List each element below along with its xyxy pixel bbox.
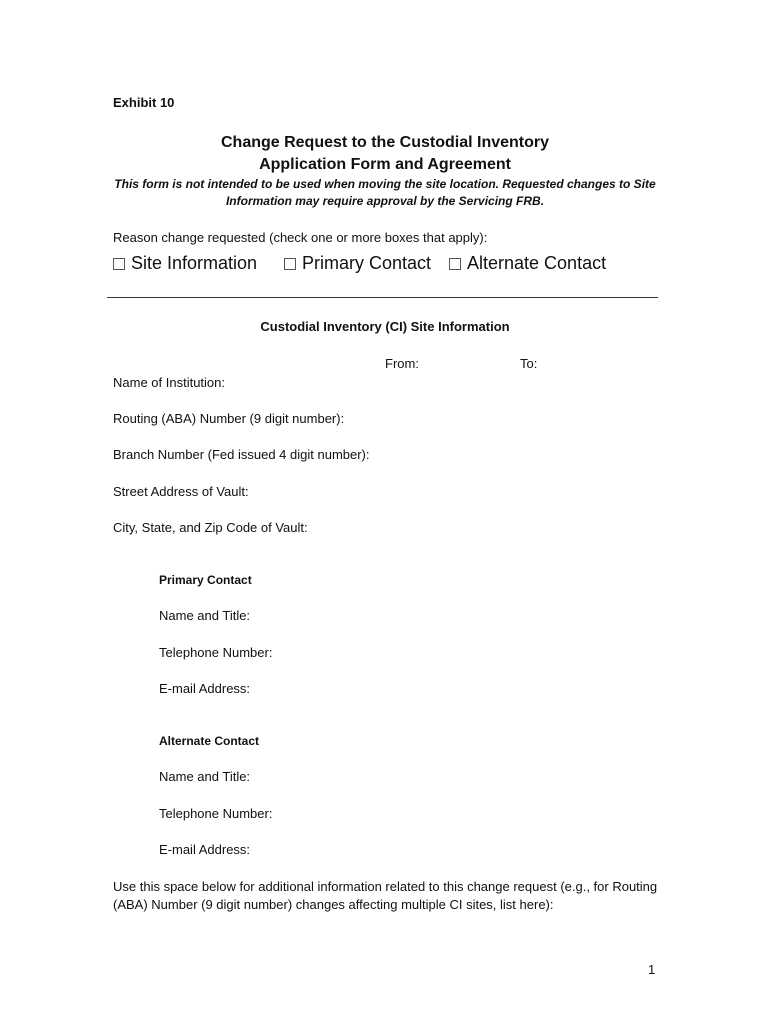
alternate-name-title: Name and Title: xyxy=(159,769,251,784)
primary-contact-heading: Primary Contact xyxy=(159,573,252,587)
column-to-header: To: xyxy=(520,356,538,371)
title-line-1: Change Request to the Custodial Inventory xyxy=(220,134,550,151)
alternate-telephone: Telephone Number: xyxy=(159,806,273,821)
checkbox-box[interactable] xyxy=(284,258,296,270)
checkbox-label: Alternate Contact xyxy=(467,253,607,273)
column-from-header: From: xyxy=(385,356,419,371)
field-name-of-institution: Name of Institution: xyxy=(113,375,225,390)
note-line-1: This form is not intended to be used when moving the site location. Requested changes to Site xyxy=(114,177,656,191)
checkbox-label: Site Information xyxy=(131,253,258,273)
field-branch-number: Branch Number (Fed issued 4 digit number): xyxy=(113,447,370,462)
title-line-2: Application Form and Agreement xyxy=(259,156,511,173)
field-city-state-zip: City, State, and Zip Code of Vault: xyxy=(113,520,308,535)
additional-info-line-1: Use this space below for additional information related to this change request (e.g., for Routing xyxy=(113,879,658,894)
section-title: Custodial Inventory (CI) Site Information xyxy=(260,319,510,334)
page-number: 1 xyxy=(648,962,656,977)
checkbox-box[interactable] xyxy=(449,258,461,270)
field-street-address: Street Address of Vault: xyxy=(113,484,249,499)
checkbox-label: Primary Contact xyxy=(302,253,432,273)
exhibit-label: Exhibit 10 xyxy=(113,95,175,110)
checkbox-primary-contact[interactable] xyxy=(284,253,431,274)
checkbox-box[interactable] xyxy=(113,258,125,270)
primary-email: E-mail Address: xyxy=(159,681,251,696)
additional-info-line-2: (ABA) Number (9 digit number) changes affecting multiple CI sites, list here): xyxy=(113,897,554,912)
note-line-2: Information may require approval by the Servicing FRB. xyxy=(225,194,545,208)
field-routing-number: Routing (ABA) Number (9 digit number): xyxy=(113,411,345,426)
alternate-email: E-mail Address: xyxy=(159,842,251,857)
primary-telephone: Telephone Number: xyxy=(159,645,273,660)
checkbox-site-information[interactable] xyxy=(113,253,257,274)
reason-prompt: Reason change requested (check one or more boxes that apply): xyxy=(113,230,488,245)
primary-name-title: Name and Title: xyxy=(159,608,251,623)
divider-line xyxy=(107,297,658,298)
alternate-contact-heading: Alternate Contact xyxy=(159,734,260,748)
checkbox-alternate-contact[interactable] xyxy=(449,253,606,274)
